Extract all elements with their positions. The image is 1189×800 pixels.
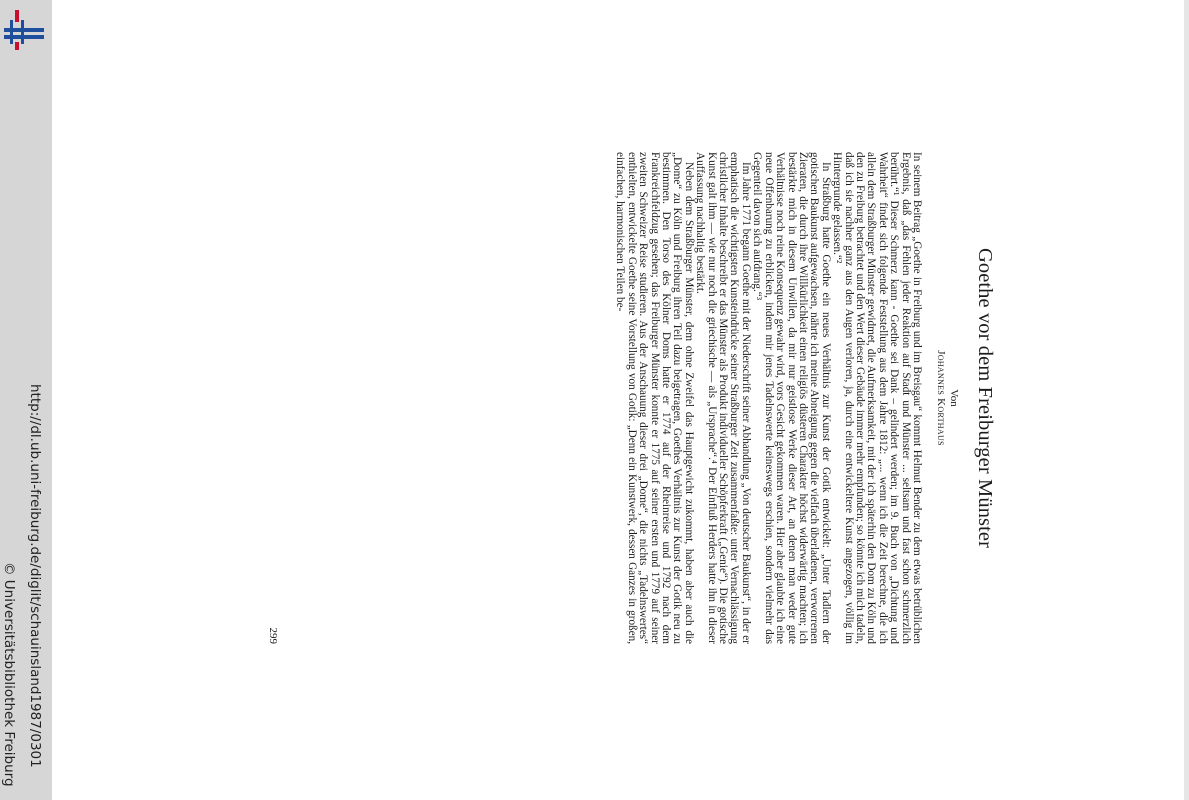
ub-freiburg-logo-icon <box>2 6 44 50</box>
scanned-page <box>264 152 1004 644</box>
byline-von: Von <box>948 389 960 407</box>
source-url[interactable]: http://dl.ub.uni-freiburg.de/diglit/schauinsland1987/0301 <box>27 384 43 768</box>
page-edge <box>1184 0 1189 800</box>
paragraph: In seinem Beitrag „Goethe in Freiburg und im Breisgau“ kommt Helmut Bender zu dem etwas betrüblichen Ergebnis, daß „das Fehlen jeder Reaktion auf Stadt und Münster ... seltsam und fast schon schmerzlich berührt.“¹ Dieser Schmerz kann - Goethe sei Dank – gelindert werden; im 9. Buch von „Dichtung und Wahrheit“ findet sich folgende Feststellung aus dem Jahre 1812: „... wenn ich die Zeit berechne, die ich allein dem Straßburger Münster gewidmet, die Aufmerksamkeit, mit der ich späterhin den Dom zu Köln und den zu Freiburg betrachtet und den Wert dieser Gebäude immer mehr empfunden; so könnte ich mich tadeln, daß ich sie nachher ganz aus den Augen verloren, ja, durch eine entwickeltere Kunst angezogen, völlig im Hintergrunde gelassen.“² <box>831 152 923 644</box>
paragraph: In Straßburg hatte Goethe ein neues Verhältnis zur Kunst der Gotik entwickelt: „Unter Tadlern der gotischen Baukunst aufgewachsen, nährte ich meine Abneigung gegen die vielfach überladenen, verworrenen Zieraten, die durch ihre Willkürlichkeit einen religiös düsteren Charakter höchst widerwärtig machten; ich bestärkte mich in diesem Unwillen, da mir nur geistlose Werke dieser Art, an denen man weder gute Verhältnisse noch reine Konsequenz gewahr wird, vors Gesicht gekommen waren. Hier aber glaubte ich eine neue Offenbarung zu erblicken, indem mir jenes Tadelnswerte keineswegs erschien, sondern vielmehr das Gegenteil davon sich aufdrang.“³ <box>751 152 832 644</box>
article-body <box>614 152 922 644</box>
viewer-sidebar <box>0 0 52 800</box>
copyright-notice: © Universitätsbibliothek Freiburg <box>1 562 17 787</box>
paragraph: Im Jahre 1771 begann Goethe mit der Niederschrift seiner Abhandlung „Von deutscher Baukunst“, in der er emphatisch die wichtigsten Kunsteindrücke seiner Straßburger Zeit zusammenfaßte: unter Vernachlässigung christlicher Inhalte beschreibt er das Münster als Produkt individueller Schöpferkraft („Genie“). Die gotische Kunst galt ihm — wie nur noch die griechische — als „Ursprache“.⁴ Der Einfluß Herders hatte ihn in dieser Auffassung nachhaltig bestärkt. <box>694 152 752 644</box>
article-title: Goethe vor dem Freiburger Münster <box>974 247 996 549</box>
page-number: 299 <box>267 627 279 644</box>
article-author: Johannes Korthaus <box>935 350 947 446</box>
paragraph: Neben dem Straßburger Münster, dem ohne Zweifel das Hauptgewicht zukommt, haben aber auch die „Dome“ zu Köln und Freiburg ihren Teil dazu beigetragen, Goethes Verhältnis zur Kunst der Gotik neu zu bestimmen. Den Torso des Kölner Doms hatte er 1774 auf der Rheinreise und 1792 nach dem Frankreichfeldzug gesehen; das Freiburger Münster konnte er 1775 auf seiner ersten und 1779 auf seiner zweiten Schweizer Reise studieren. Aus der Anschauung dieser drei „Dome“, die nichts „Tadelnswertes“ enthielten, entwickelte Goethe seine Vorstellung von Gotik: „Denn ein Kunstwerk, dessen Ganzes in großen, einfachen, harmonischen Teilen be- <box>614 152 695 644</box>
